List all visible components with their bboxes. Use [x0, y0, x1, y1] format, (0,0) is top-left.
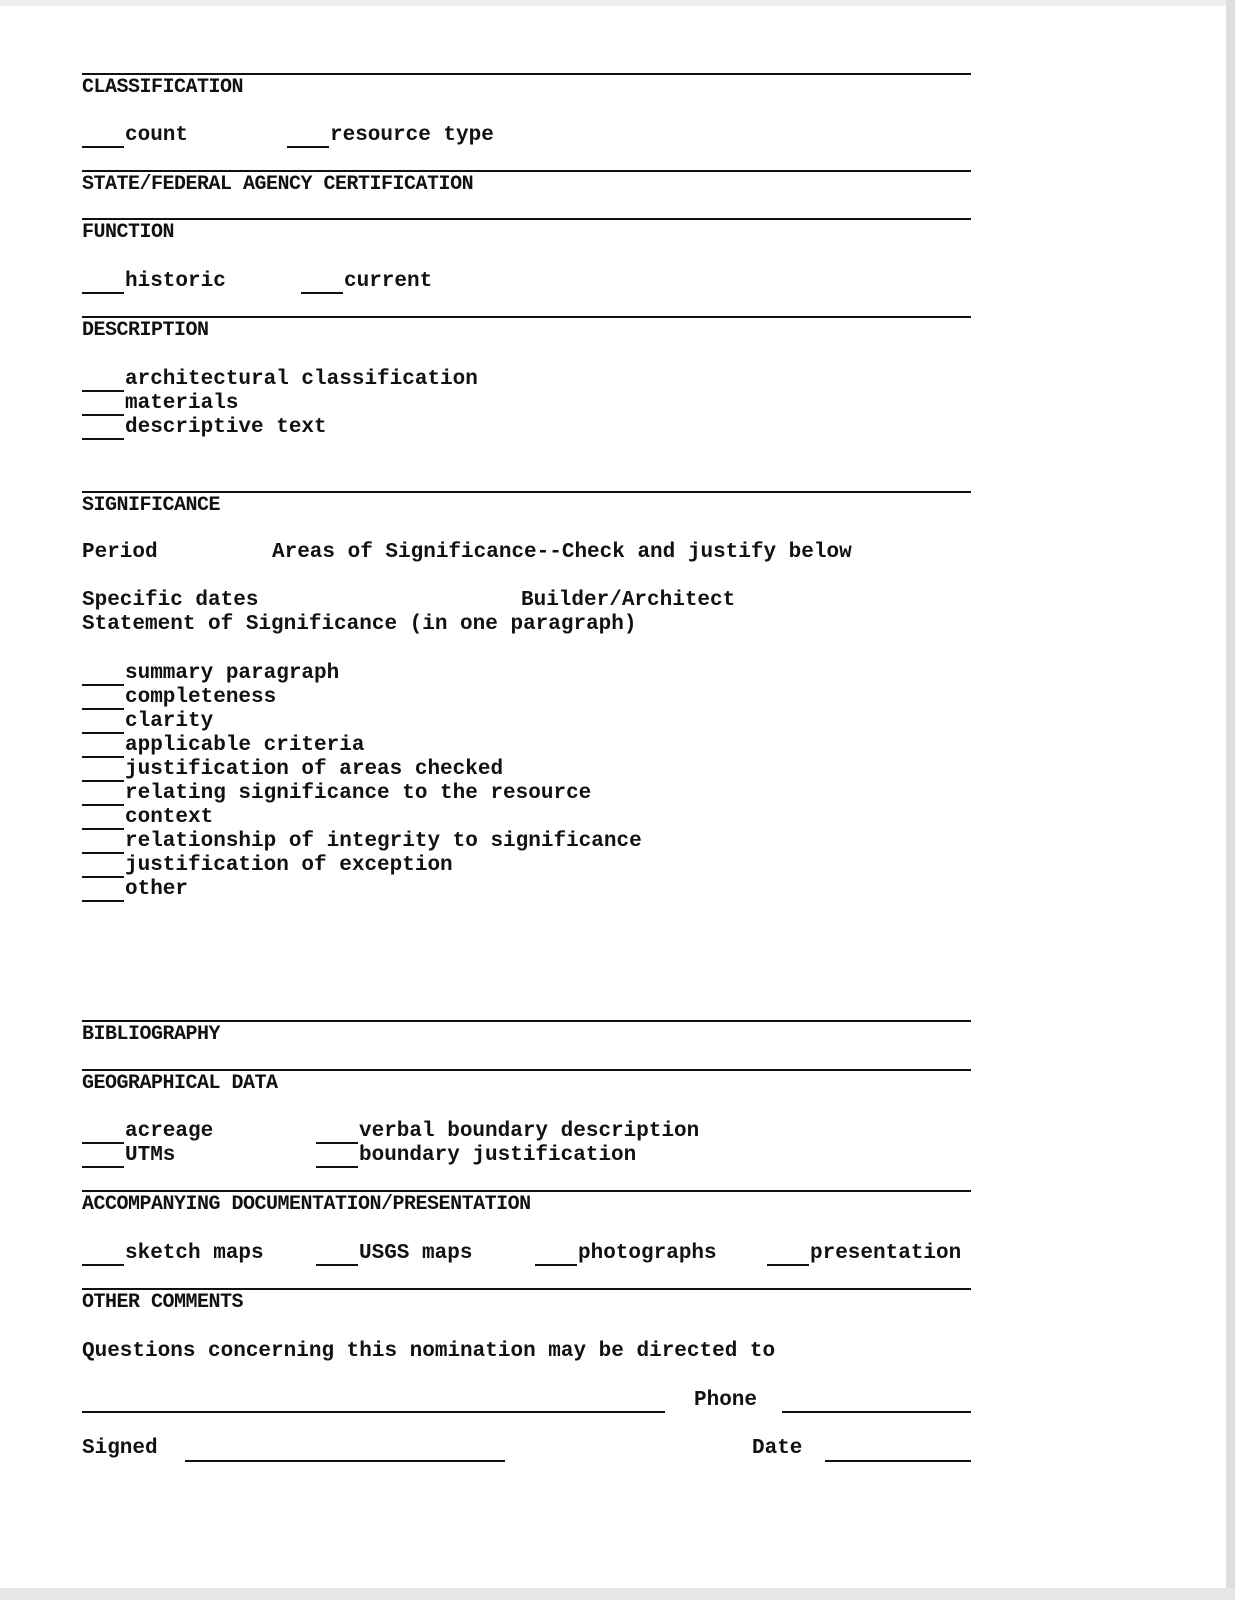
checkbox-blank[interactable]: [82, 1246, 124, 1266]
item-label: relating significance to the resource: [125, 782, 592, 805]
item-label: justification of areas checked: [125, 758, 504, 781]
checklist-item-boundary-justification[interactable]: [316, 1144, 636, 1168]
checklist-item-other[interactable]: [82, 878, 188, 902]
period-label: Period: [82, 541, 158, 564]
checklist-item-current[interactable]: [301, 270, 432, 294]
checkbox-blank[interactable]: [82, 372, 124, 392]
contact-name-line[interactable]: [82, 1411, 665, 1413]
item-label: other: [125, 878, 189, 901]
checkbox-blank[interactable]: [82, 882, 124, 902]
section-divider: [82, 73, 971, 75]
section-divider: [82, 316, 971, 318]
checkbox-blank[interactable]: [82, 666, 124, 686]
checklist-item-resource-type[interactable]: [287, 124, 494, 148]
checklist-item-summary-paragraph[interactable]: [82, 662, 339, 686]
checklist-item-presentation[interactable]: [767, 1242, 961, 1266]
checklist-item-architectural-classification[interactable]: [82, 368, 478, 392]
documentation-heading: ACCOMPANYING DOCUMENTATION/PRESENTATION: [82, 1193, 531, 1216]
section-divider: [82, 1190, 971, 1192]
classification-heading: CLASSIFICATION: [82, 76, 244, 99]
checklist-item-descriptive-text[interactable]: [82, 416, 327, 440]
checkbox-blank[interactable]: [82, 834, 124, 854]
section-divider: [82, 1020, 971, 1022]
item-label: historic: [125, 270, 226, 293]
checklist-item-clarity[interactable]: [82, 710, 213, 734]
certification-heading: STATE/FEDERAL AGENCY CERTIFICATION: [82, 173, 474, 196]
signature-line[interactable]: [185, 1460, 505, 1462]
checklist-item-usgs-maps[interactable]: [316, 1242, 472, 1266]
checklist-item-verbal-boundary[interactable]: [316, 1120, 699, 1144]
item-label: justification of exception: [125, 854, 453, 877]
item-label: count: [125, 124, 189, 147]
section-divider: [82, 1288, 971, 1290]
checklist-item-sketch-maps[interactable]: [82, 1242, 264, 1266]
section-divider: [82, 170, 971, 172]
item-label: USGS maps: [359, 1242, 473, 1265]
checkbox-blank[interactable]: [301, 274, 343, 294]
item-label: clarity: [125, 710, 214, 733]
phone-line[interactable]: [782, 1411, 971, 1413]
checkbox-blank[interactable]: [82, 786, 124, 806]
item-label: context: [125, 806, 214, 829]
date-line[interactable]: [825, 1460, 971, 1462]
item-label: UTMs: [125, 1144, 176, 1167]
checkbox-blank[interactable]: [82, 1148, 124, 1168]
description-heading: DESCRIPTION: [82, 319, 209, 342]
checklist-item-relating-significance[interactable]: [82, 782, 591, 806]
checkbox-blank[interactable]: [316, 1124, 358, 1144]
significance-heading: SIGNIFICANCE: [82, 494, 221, 517]
checklist-item-photographs[interactable]: [535, 1242, 717, 1266]
checkbox-blank[interactable]: [82, 420, 124, 440]
checklist-item-count[interactable]: [82, 124, 188, 148]
phone-label: Phone: [694, 1389, 758, 1412]
item-label: acreage: [125, 1120, 214, 1143]
builder-architect-label: Builder/Architect: [521, 589, 736, 612]
date-label: Date: [752, 1437, 803, 1460]
section-divider: [82, 491, 971, 493]
checkbox-blank[interactable]: [82, 1124, 124, 1144]
item-label: applicable criteria: [125, 734, 365, 757]
item-label: relationship of integrity to significance: [125, 830, 642, 853]
item-label: descriptive text: [125, 416, 327, 439]
checkbox-blank[interactable]: [82, 128, 124, 148]
scan-edge-right: [1226, 0, 1235, 1600]
checkbox-blank[interactable]: [316, 1246, 358, 1266]
section-divider: [82, 218, 971, 220]
checklist-item-materials[interactable]: [82, 392, 238, 416]
checkbox-blank[interactable]: [82, 396, 124, 416]
signed-label: Signed: [82, 1437, 158, 1460]
checklist-item-justification-of-exception[interactable]: [82, 854, 453, 878]
item-label: summary paragraph: [125, 662, 340, 685]
checkbox-blank[interactable]: [82, 738, 124, 758]
statement-of-significance-label: Statement of Significance (in one paragraph): [82, 613, 637, 636]
item-label: current: [344, 270, 433, 293]
bibliography-heading: BIBLIOGRAPHY: [82, 1023, 221, 1046]
checklist-item-context[interactable]: [82, 806, 213, 830]
section-divider: [82, 1069, 971, 1071]
checklist-item-applicable-criteria[interactable]: [82, 734, 364, 758]
checkbox-blank[interactable]: [82, 690, 124, 710]
item-label: completeness: [125, 686, 277, 709]
item-label: sketch maps: [125, 1242, 264, 1265]
item-label: photographs: [578, 1242, 717, 1265]
checkbox-blank[interactable]: [82, 858, 124, 878]
item-label: verbal boundary description: [359, 1120, 700, 1143]
checkbox-blank[interactable]: [82, 274, 124, 294]
item-label: architectural classification: [125, 368, 478, 391]
scan-edge-top: [0, 0, 1235, 6]
specific-dates-label: Specific dates: [82, 589, 259, 612]
checklist-item-completeness[interactable]: [82, 686, 276, 710]
scan-edge-bottom: [0, 1588, 1235, 1600]
item-label: materials: [125, 392, 239, 415]
questions-text: Questions concerning this nomination may be directed to: [82, 1340, 776, 1363]
other-comments-heading: OTHER COMMENTS: [82, 1291, 244, 1314]
checkbox-blank[interactable]: [535, 1246, 577, 1266]
checklist-item-acreage[interactable]: [82, 1120, 213, 1144]
item-label: boundary justification: [359, 1144, 637, 1167]
checklist-item-utms[interactable]: [82, 1144, 175, 1168]
checklist-item-justification-of-areas[interactable]: [82, 758, 503, 782]
checkbox-blank[interactable]: [82, 762, 124, 782]
checklist-item-relationship-of-integrity[interactable]: [82, 830, 642, 854]
item-label: resource type: [330, 124, 494, 147]
checkbox-blank[interactable]: [82, 714, 124, 734]
checkbox-blank[interactable]: [316, 1148, 358, 1168]
checkbox-blank[interactable]: [767, 1246, 809, 1266]
checkbox-blank[interactable]: [287, 128, 329, 148]
checkbox-blank[interactable]: [82, 810, 124, 830]
geographical-data-heading: GEOGRAPHICAL DATA: [82, 1072, 278, 1095]
item-label: presentation: [810, 1242, 962, 1265]
function-heading: FUNCTION: [82, 221, 175, 244]
checklist-item-historic[interactable]: [82, 270, 226, 294]
areas-of-significance-label: Areas of Significance--Check and justify below: [272, 541, 852, 564]
